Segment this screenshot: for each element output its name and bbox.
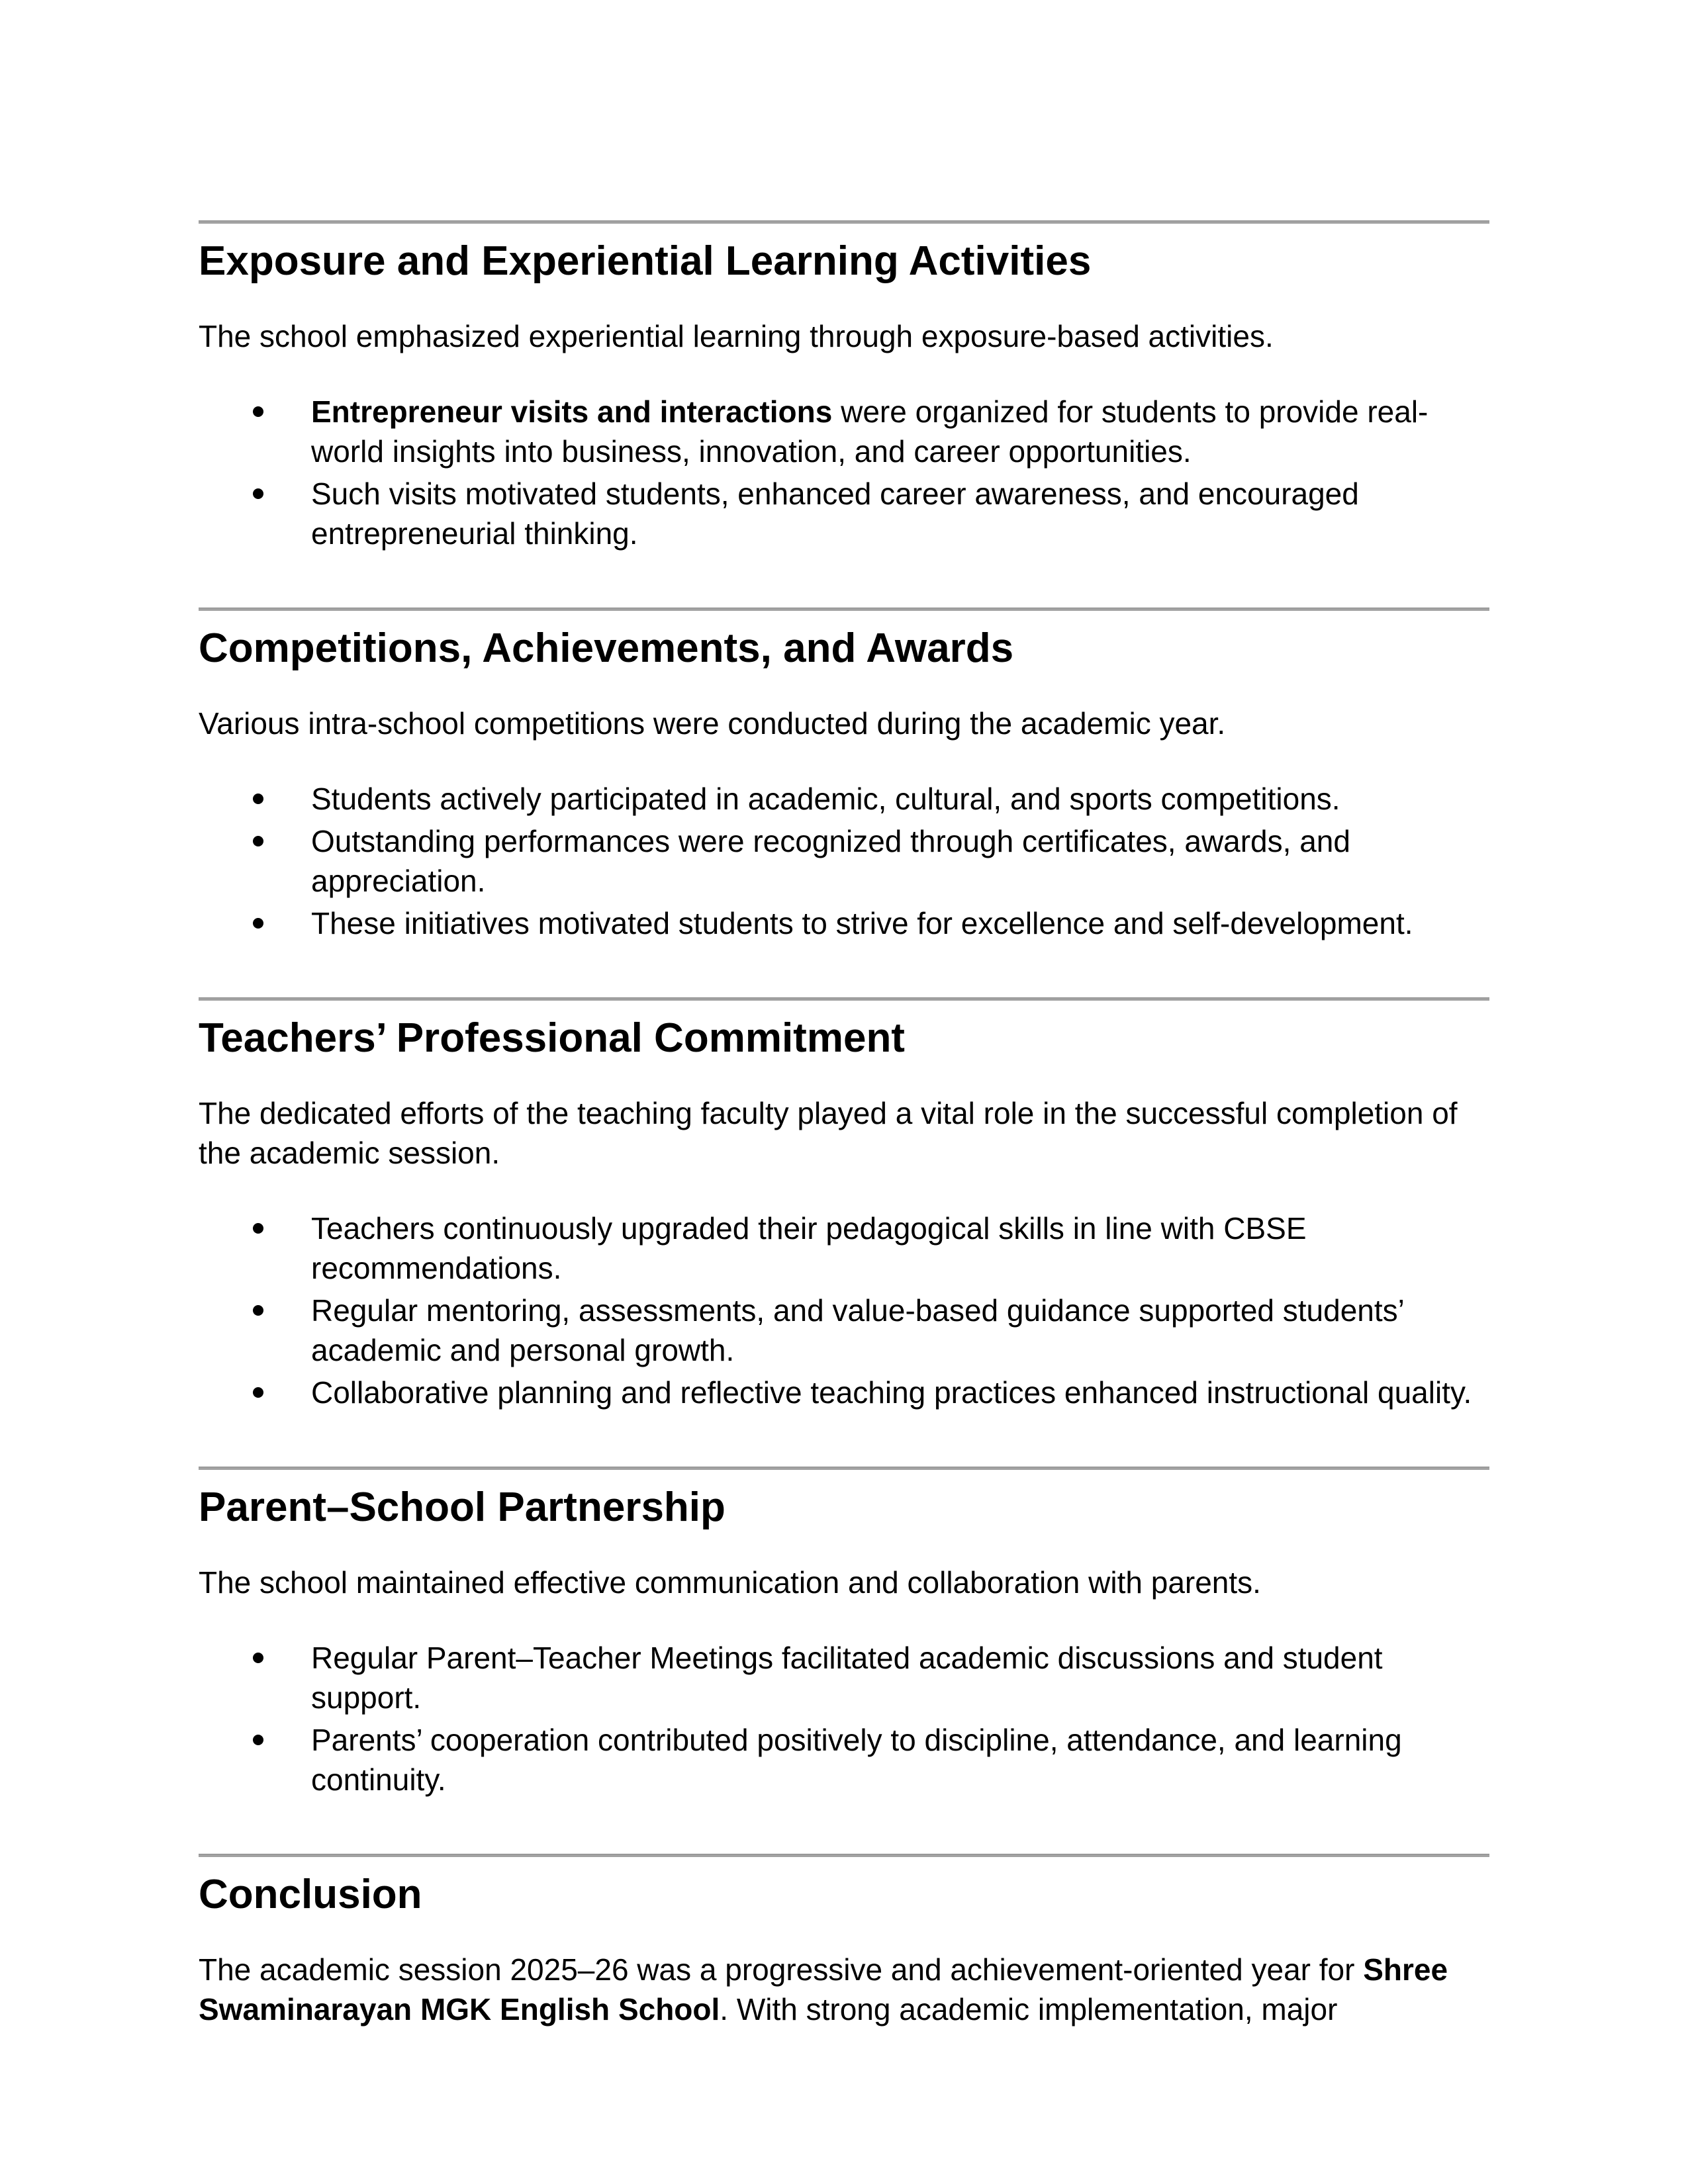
horizontal-rule (199, 608, 1489, 611)
horizontal-rule (199, 997, 1489, 1001)
list-item (311, 779, 1489, 819)
horizontal-rule (199, 220, 1489, 224)
horizontal-rule (199, 1854, 1489, 1857)
list-item (311, 474, 1489, 553)
section-paragraph: The school emphasized experiential learning through exposure-based activities. (199, 319, 1274, 353)
list-item (311, 1208, 1489, 1288)
bullet-text: Students actively participated in academic, cultural, and sports competitions. (311, 782, 1340, 816)
bullet-text: Regular mentoring, assessments, and value-based guidance supported students’ academic and personal growth. (311, 1293, 1404, 1367)
list-item (311, 1638, 1489, 1717)
section-paragraph: The school maintained effective communication and collaboration with parents. (199, 1565, 1261, 1600)
section-exposure (199, 220, 1489, 553)
section-heading: Teachers’ Professional Commitment (199, 1015, 905, 1061)
section-paragraph: Various intra-school competitions were conducted during the academic year. (199, 706, 1226, 741)
section-heading: Competitions, Achievements, and Awards (199, 625, 1014, 671)
bullet-list (199, 392, 1489, 553)
list-item (311, 1373, 1489, 1412)
section-competitions (199, 608, 1489, 943)
bullet-text: were organized for students to provide real-world insights into business, innovation, and career opportunities. (311, 394, 1429, 469)
section-heading: Conclusion (199, 1872, 422, 1917)
bullet-text: Such visits motivated students, enhanced career awareness, and encouraged entrepreneurial thinking. (311, 477, 1359, 551)
section-heading: Parent–School Partnership (199, 1484, 726, 1530)
conclusion-text: The academic session 2025–26 was a progressive and achievement-oriented year for (199, 1952, 1364, 1987)
conclusion-text: . With strong academic implementation, major (720, 1992, 1338, 2026)
list-item (311, 1291, 1489, 1370)
section-conclusion (199, 1854, 1489, 2029)
section-paragraph (199, 1950, 1489, 2029)
list-item (311, 821, 1489, 901)
bullet-text: Regular Parent–Teacher Meetings facilitated academic discussions and student support. (311, 1641, 1383, 1715)
bold-text: Entrepreneur visits and interactions (311, 394, 833, 429)
section-paragraph: The dedicated efforts of the teaching faculty played a vital role in the successful completion of the academic session. (199, 1096, 1458, 1170)
list-item (311, 392, 1489, 471)
section-heading: Exposure and Experiential Learning Activities (199, 238, 1092, 284)
bullet-list (199, 1208, 1489, 1412)
list-item (311, 1720, 1489, 1799)
bullet-text: Outstanding performances were recognized through certificates, awards, and appreciation. (311, 824, 1350, 898)
horizontal-rule (199, 1467, 1489, 1470)
section-parents (199, 1467, 1489, 1799)
bullet-text: Collaborative planning and reflective teaching practices enhanced instructional quality. (311, 1375, 1472, 1410)
bullet-list (199, 1638, 1489, 1799)
bullet-text: Parents’ cooperation contributed positively to discipline, attendance, and learning continuity. (311, 1723, 1402, 1797)
section-teachers (199, 997, 1489, 1412)
list-item (311, 903, 1489, 943)
bullet-list (199, 779, 1489, 943)
bullet-text: These initiatives motivated students to strive for excellence and self-development. (311, 906, 1413, 940)
bullet-text: Teachers continuously upgraded their pedagogical skills in line with CBSE recommendations. (311, 1211, 1307, 1285)
bold-text: Shree Swaminarayan MGK English School (199, 1952, 1448, 2026)
